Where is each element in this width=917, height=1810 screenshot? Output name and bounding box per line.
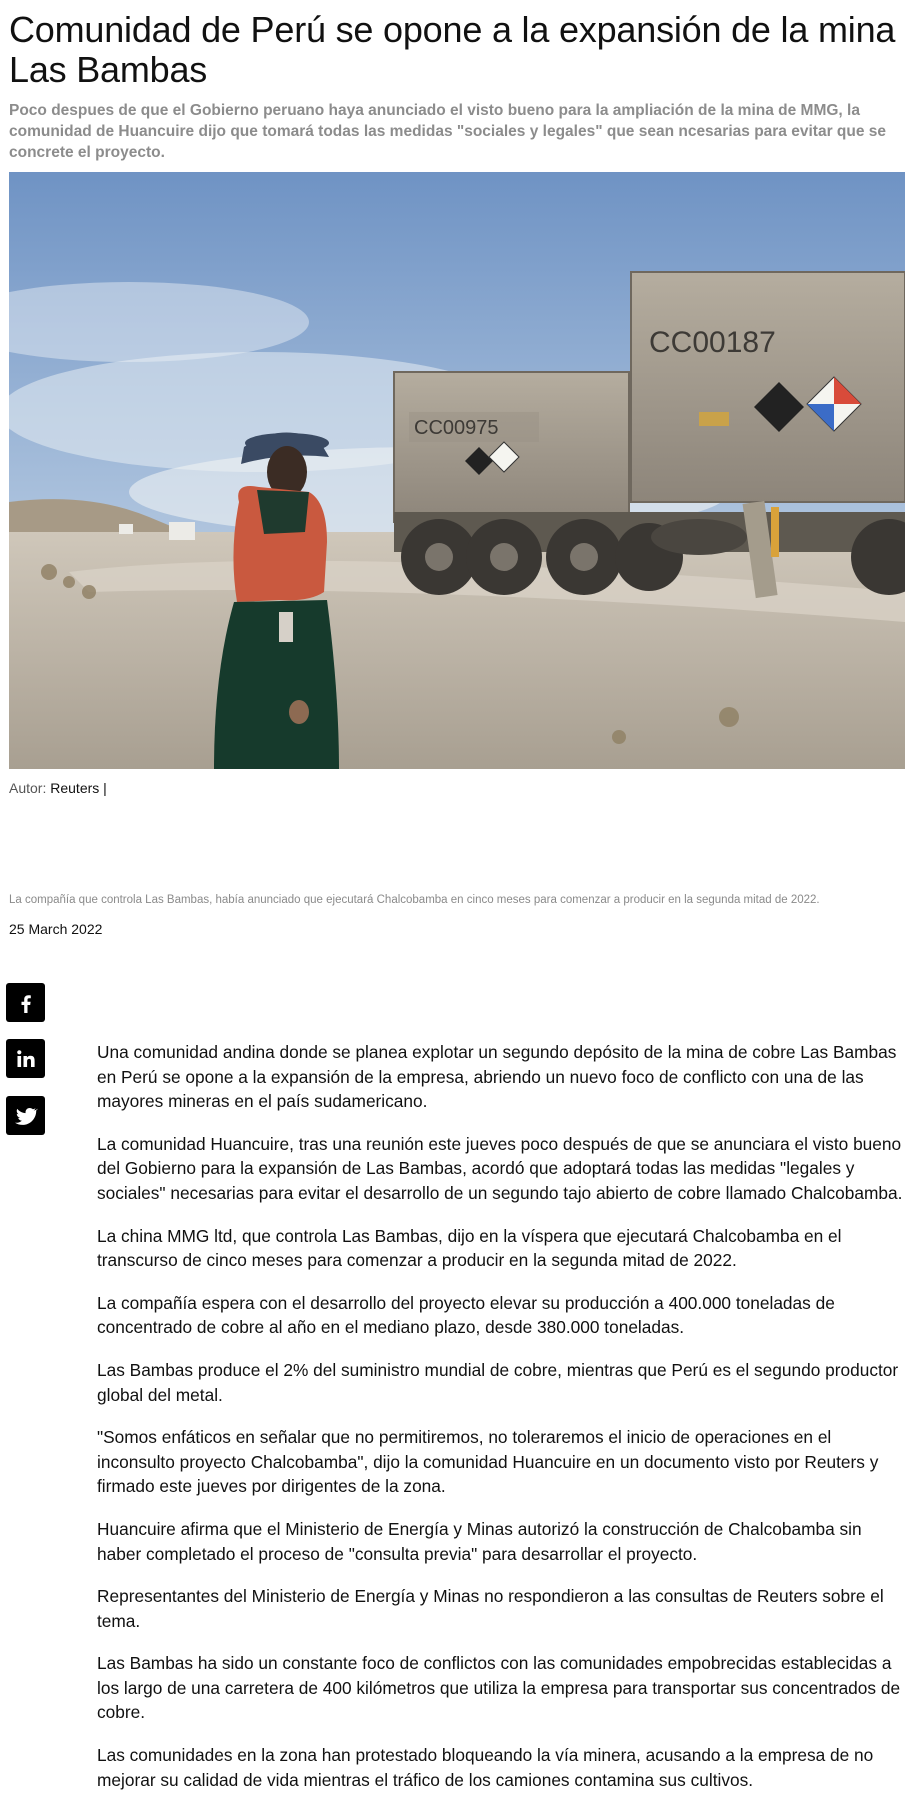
publish-date: 25 March 2022 bbox=[9, 921, 103, 937]
article-body bbox=[97, 1040, 907, 1810]
credit-name[interactable]: Reuters | bbox=[50, 780, 107, 796]
hero-photo bbox=[9, 172, 905, 769]
photo-truck-andes bbox=[9, 172, 905, 769]
photo-credit bbox=[9, 779, 107, 797]
credit-label: Autor: bbox=[9, 780, 47, 796]
photo-caption: La compañía que controla Las Bambas, había anunciado que ejecutará Chalcobamba en cinco meses para comenzar a producir en la segunda mitad de 2022. bbox=[9, 894, 820, 906]
share-linkedin-button[interactable] bbox=[6, 1039, 45, 1078]
facebook-icon bbox=[14, 991, 38, 1015]
article-paragraph: Huancuire afirma que el Ministerio de Energía y Minas autorizó la construcción de Chalcobamba sin haber completado el proceso de "consulta previa" para desarrollar el proyecto. bbox=[97, 1518, 862, 1564]
article-paragraph: "Somos enfáticos en señalar que no permitiremos, no toleraremos el inicio de operaciones en el inconsulto proyecto Chalcobamba", dijo la comunidad Huancuire en un documento visto por Reuters y firmado este jueves por dirigentes de la zona. bbox=[97, 1427, 879, 1497]
truck-code-rear: CC00975 bbox=[414, 417, 499, 439]
share-facebook-button[interactable] bbox=[6, 983, 45, 1022]
article-paragraph: La compañía espera con el desarrollo del proyecto elevar su producción a 400.000 toneladas de concentrado de cobre al año en el mediano plazo, desde 380.000 toneladas. bbox=[97, 1292, 835, 1338]
article-paragraph: Una comunidad andina donde se planea explotar un segundo depósito de la mina de cobre Las Bambas en Perú se opone a la expansión de la empresa, abriendo un nuevo foco de conflicto con una de las mayores mineras en el país sudamericano. bbox=[97, 1042, 897, 1112]
article-paragraph: Las Bambas ha sido un constante foco de conflictos con las comunidades empobrecidas establecidas a los largo de una carretera de 400 kilómetros que utiliza la empresa para transportar sus concentrados de cobre. bbox=[97, 1653, 901, 1723]
article-paragraph: La comunidad Huancuire, tras una reunión este jueves poco después de que se anunciara el visto bueno del Gobierno para la expansión de Las Bambas, acordó que adoptará todas las medidas "legales y sociales" necesarias para evitar el desarrollo de un segundo tajo abierto de cobre llamado Chalcobamba. bbox=[97, 1133, 903, 1203]
share-twitter-button[interactable] bbox=[6, 1096, 45, 1135]
linkedin-icon bbox=[14, 1047, 38, 1071]
article-paragraph: La china MMG ltd, que controla Las Bambas, dijo en la víspera que ejecutará Chalcobamba en el transcurso de cinco meses para comenzar a producir en la segunda mitad de 2022. bbox=[97, 1225, 842, 1271]
twitter-icon bbox=[14, 1104, 38, 1128]
truck-code-front: CC00187 bbox=[649, 326, 776, 359]
article-lead: Poco despues de que el Gobierno peruano haya anunciado el visto bueno para la ampliación de la mina de MMG, la comunidad de Huancuire dijo que tomará todas las medidas "sociales y legales" que sean ncesarias para evitar que se concrete el proyecto. bbox=[9, 102, 887, 161]
article-paragraph: Representantes del Ministerio de Energía y Minas no respondieron a las consultas de Reuters sobre el tema. bbox=[97, 1586, 884, 1631]
article-paragraph: Las Bambas produce el 2% del suministro mundial de cobre, mientras que Perú es el segundo productor global del metal. bbox=[97, 1359, 899, 1405]
article-headline: Comunidad de Perú se opone a la expansión de la mina Las Bambas bbox=[9, 9, 896, 90]
article-paragraph: Las comunidades en la zona han protestado bloqueando la vía minera, acusando a la empresa de no mejorar su calidad de vida mientras el tráfico de los camiones contamina sus cultivos. bbox=[97, 1745, 874, 1790]
